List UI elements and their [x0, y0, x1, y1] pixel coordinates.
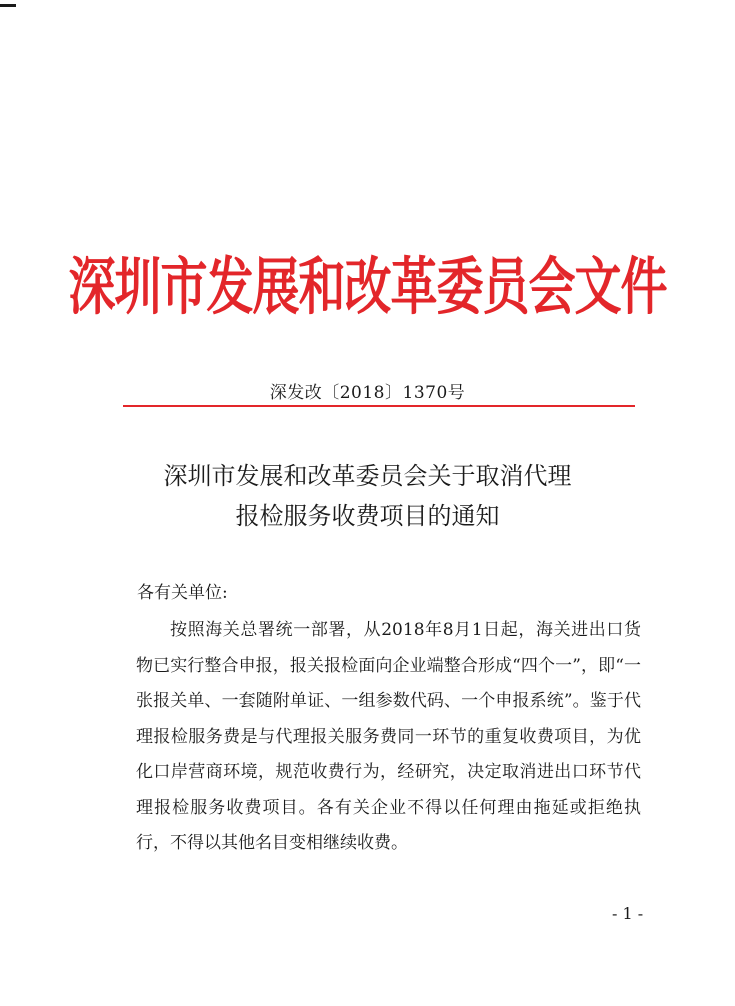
page-number: - 1 -: [612, 904, 644, 923]
notice-title-line-2: 报检服务收费项目的通知: [235, 502, 500, 530]
issuer-title: 深圳市发展和改革委员会文件: [68, 251, 667, 324]
scan-corner-mark: [0, 4, 16, 7]
document-number: 深发改〔2018〕1370号: [269, 383, 466, 403]
notice-title: [0, 456, 735, 536]
notice-title-line-1: 深圳市发展和改革委员会关于取消代理: [163, 462, 572, 490]
notice-body-paragraph: 按照海关总署统一部署，从2018年8月1日起，海关进出口货物已实行整合申报，报关报检面向企业端整合形成“四个一”，即“一张报关单、一套随附单证、一组参数代码、一个申报系统”。鉴于代理报检服务费是与代理报关服务费同一环节的重复收费项目，为优化口岸营商环境，规范收费行为，经研究，决定取消进出口环节代理报检服务收费项目。各有关企业不得以任何理由拖延或拒绝执行，不得以其他名目变相继续收费。: [136, 620, 641, 853]
red-divider-line: [123, 405, 635, 407]
salutation: 各有关单位:: [137, 583, 228, 603]
